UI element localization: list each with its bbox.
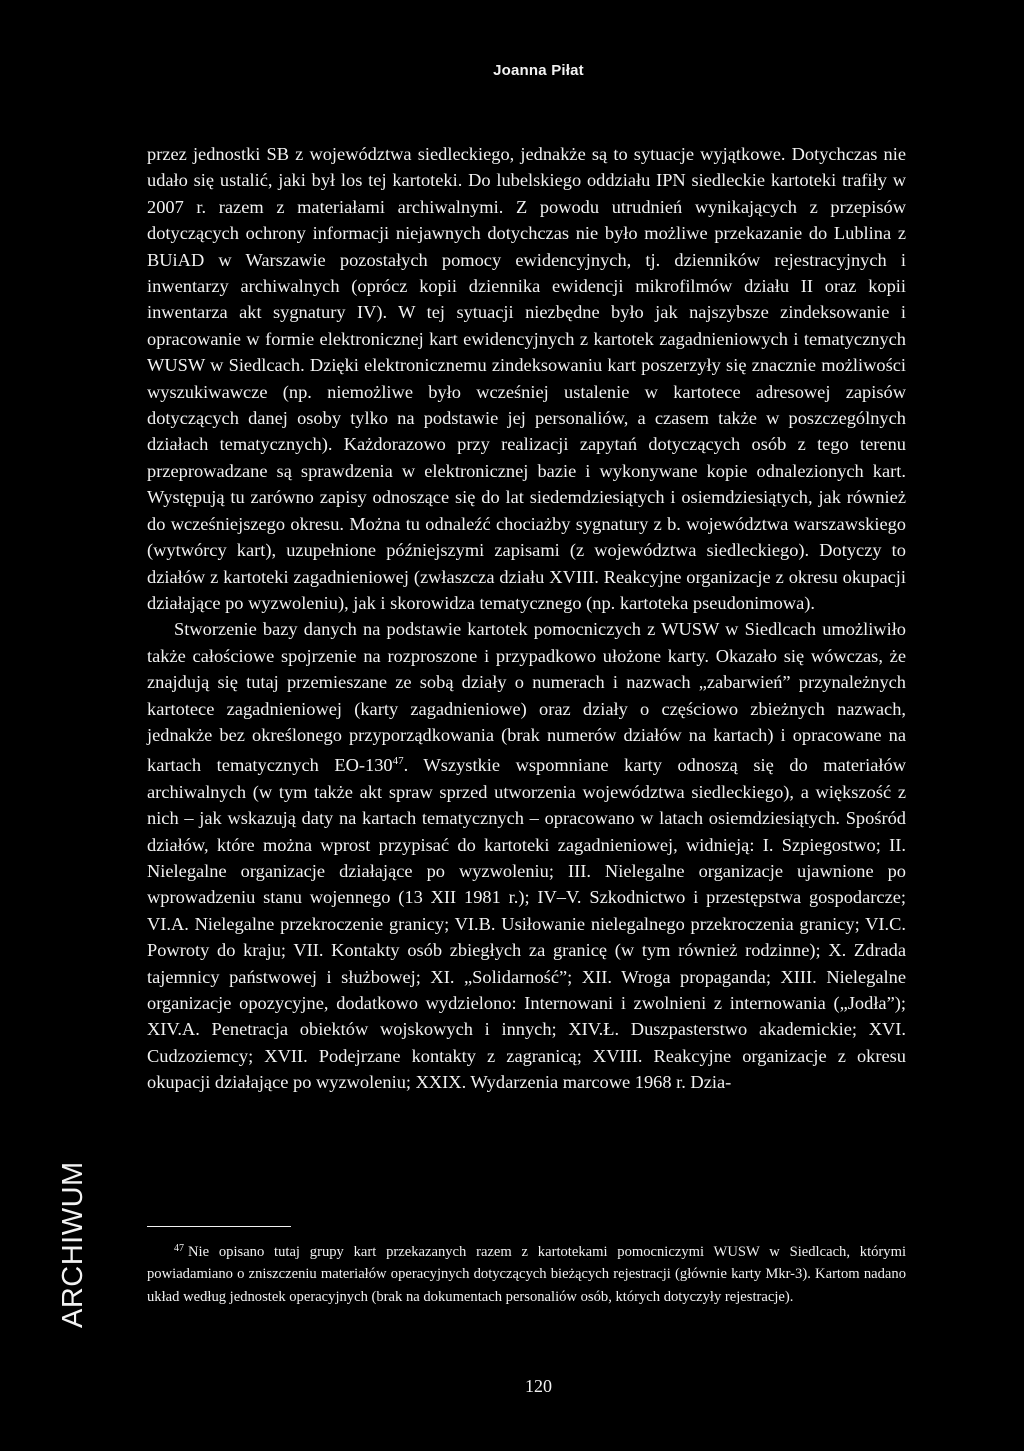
main-text — [147, 141, 906, 1096]
paragraph — [147, 616, 906, 1095]
footnote-number: 47 — [174, 1243, 184, 1254]
footnote-text: Nie opisano tutaj grupy kart przekazanych razem z kartotekami pomocniczymi WUSW w Siedlcach, którymi powiadamiano o zniszczeniu materiałów operacyjnych dotyczących bieżących rejestracji (głównie karty Mkr-3). Kartom nadano układ według jednostek operacyjnych (brak na dokumentach personaliów osób, których dotyczyły rejestracje). — [147, 1244, 906, 1305]
paragraph-text: przez jednostki SB z województwa siedleckiego, jednakże są to sytuacje wyjątkowe. Dotychczas nie udało się ustalić, jaki był los tej kartoteki. Do lubelskiego oddziału IPN siedleckie kartoteki trafiły w 2007 r. razem z materiałami archiwalnymi. Z powodu utrudnień wynikających z przepisów dotyczących ochrony informacji niejawnych dotychczas nie było możliwe przekazanie do Lublina z BUiAD w Warszawie pozostałych pomocy ewidencyjnych, tj. dzienników rejestracyjnych i inwentarzy archiwalnych (oprócz kopii dziennika ewidencji mikrofilmów działu II oraz kopii inwentarza akt sygnatury IV). W tej sytuacji niezbędne było jak najszybsze zindeksowanie i opracowanie w formie elektronicznej kart ewidencyjnych z kartotek zagadnieniowych i tematycznych WUSW w Siedlcach. Dzięki elektronicznemu zindeksowaniu kart poszerzyły się znacznie możliwości wyszukiwawcze (np. niemożliwe było wcześniej ustalenie w kartotece adresowej zapisów dotyczących danej osoby tylko na podstawie jej personaliów, a czasem także w poszczególnych działach tematycznych). Każdorazowo przy realizacji zapytań dotyczących osób z tego terenu przeprowadzane są sprawdzenia w elektronicznej bazie i wykonywane kopie odnalezionych kart. Występują tu zarówno zapisy odnoszące się do lat siedemdziesiątych i osiemdziesiątych, jak również do wcześniejszego okresu. Można tu odnaleźć chociażby sygnatury z b. województwa warszawskiego (wytwórcy kart), uzupełnione późniejszymi zapisami (z województwa siedleckiego). Dotyczy to działów z kartoteki zagadnieniowej (zwłaszcza działu XVIII. Reakcyjne organizacje z okresu okupacji działające po wyzwoleniu), jak i skorowidza tematycznego (np. kartoteka pseudonimowa). — [147, 144, 906, 613]
journal-side-label: ARCHIWUM — [57, 1161, 89, 1328]
footnote — [147, 1238, 906, 1308]
paragraph — [147, 141, 906, 616]
paragraph-text: Stworzenie bazy danych na podstawie kartotek pomocniczych z WUSW w Siedlcach umożliwiło także całościowe spojrzenie na rozproszone i przypadkowo ułożone karty. Okazało się wówczas, że znajdują się tutaj przemieszane ze sobą działy o numerach i nazwach „zabarwień” przynależnych kartotece zagadnieniowej (karty zagadnieniowe) oraz działy o częściowo zbieżnych nazwach, jednakże bez określonego przyporządkowania (brak numerów działów na kartach) i opracowane na kartach tematycznych EO-130 — [147, 619, 906, 776]
footnote-reference: 47 — [392, 755, 404, 768]
paragraph-text: . Wszystkie wspomniane karty odnoszą się do materiałów archiwalnych (w tym także akt spraw sprzed utworzenia województwa siedleckiego), a większość z nich – jak wskazują daty na kartach tematycznych – opracowano w latach osiemdziesiątych. Spośród działów, które można wprost przypisać do kartoteki zagadnieniowej, widnieją: I. Szpiegostwo; II. Nielegalne organizacje działające po wyzwoleniu; III. Nielegalne organizacje ujawnione po wprowadzeniu stanu wojennego (13 XII 1981 r.); IV–V. Szkodnictwo i przestępstwa gospodarcze; VI.A. Nielegalne przekroczenie granicy; VI.B. Usiłowanie nielegalnego przekroczenia granicy; VI.C. Powroty do kraju; VII. Kontakty osób zbiegłych za granicę (w tym również rodzinne); X. Zdrada tajemnicy państwowej i służbowej; XI. „Solidarność”; XII. Wroga propaganda; XIII. Nielegalne organizacje opozycyjne, dodatkowo wydzielono: Internowani i zwolnieni z internowania („Jodła”); XIV.A. Penetracja obiektów wojskowych i innych; XIV.Ł. Duszpasterstwo akademickie; XVI. Cudzoziemcy; XVII. Podejrzane kontakty z zagranicą; XVIII. Reakcyjne organizacje z okresu okupacji działające po wyzwoleniu; XXIX. Wydarzenia marcowe 1968 r. Dzia- — [147, 755, 906, 1093]
page-number: 120 — [525, 1376, 552, 1396]
running-head: Joanna Piłat — [493, 62, 584, 79]
footnote-separator — [147, 1226, 291, 1227]
